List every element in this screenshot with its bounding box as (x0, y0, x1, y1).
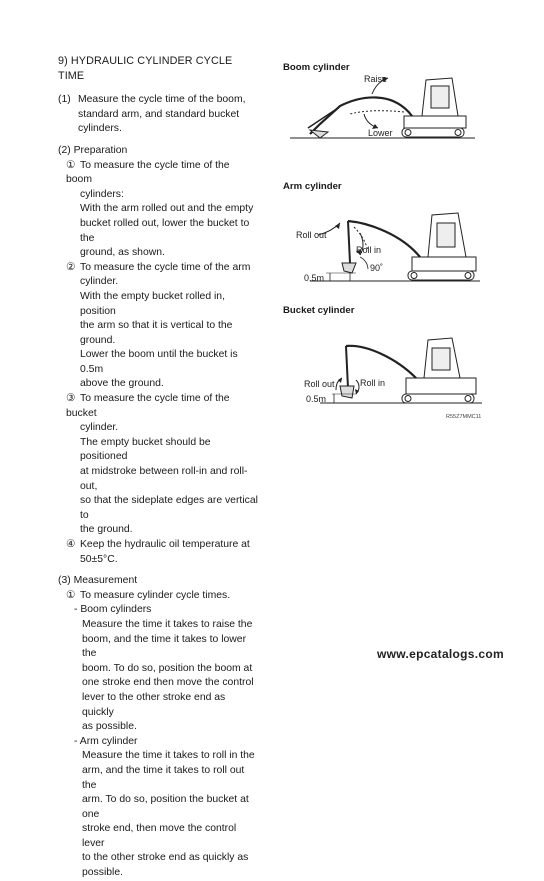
text-line: one stroke end then move the control (82, 677, 254, 689)
bucket-figure-title: Bucket cylinder (283, 305, 355, 316)
item-number: ① (66, 159, 76, 171)
step-1 (58, 93, 258, 137)
text-line: Measure the cycle time of the boom, (78, 94, 246, 106)
measurement-heading: (3) Measurement (58, 575, 138, 587)
text-line: as possible. (82, 721, 137, 733)
text-line: cylinders: (80, 188, 124, 200)
item-number: ① (66, 589, 76, 601)
angle-label: 90˚ (370, 263, 384, 273)
angle-arc (360, 257, 368, 269)
lower-label: Lower (368, 128, 393, 138)
text-line: Measure the time it takes to roll in the (82, 750, 255, 762)
text-column (58, 54, 258, 881)
text-line: stroke end, then move the control lever (82, 823, 237, 849)
item-number: ② (66, 261, 76, 273)
text-line: possible. (82, 867, 124, 879)
text-line: With the arm rolled out and the empty (80, 203, 254, 215)
text-line: to the other stroke end as quickly as (82, 852, 249, 864)
text-line: To measure the cycle time of the bucket (66, 393, 230, 419)
text-line: lever to the other stroke end as quickly (82, 691, 226, 718)
text-line: the ground. (80, 524, 133, 536)
boom-cylinder-figure (280, 70, 480, 150)
preparation-heading: (2) Preparation (58, 144, 128, 156)
text-line: arm. To do so, position the bucket at one (82, 794, 249, 820)
prep-item-2 (58, 261, 258, 392)
figure-code: R55Z7MMC11 (446, 414, 482, 420)
roll-in-label: Roll in (356, 245, 382, 255)
prep-item-4 (58, 538, 258, 567)
height-label: 0.5m (304, 273, 325, 283)
item-number: ③ (66, 393, 76, 405)
text-line: the arm so that it is vertical to the ground. (80, 320, 233, 346)
text-line: Lower the boom until the bucket is 0.5m (80, 349, 238, 375)
text-line: Measure the time it takes to raise the (82, 618, 253, 630)
section-title: 9) HYDRAULIC CYLINDER CYCLE TIME (58, 55, 233, 82)
prep-item-3 (58, 392, 258, 538)
text-line: To measure cylinder cycle times. (80, 589, 231, 601)
text-line: standard arm, and standard bucket (78, 108, 240, 120)
text-line: With the empty bucket rolled in, position (80, 290, 225, 317)
prep-item-1 (58, 159, 258, 261)
text-line: 50±5°C. (80, 553, 118, 565)
text-line: at midstroke between roll-in and roll-out, (80, 466, 248, 492)
step-number: (1) (58, 94, 71, 106)
boom-figure-title: Boom cylinder (283, 62, 350, 73)
arm-cylinder-figure (290, 205, 490, 295)
text-line: so that the sideplate edges are vertical to (80, 495, 258, 521)
text-line: cylinder. (80, 276, 119, 288)
text-line: cylinders. (78, 123, 122, 135)
text-line: arm, and the time it takes to roll out the (82, 764, 245, 791)
text-line: above the ground. (80, 378, 164, 390)
text-line: cylinder. (80, 422, 119, 434)
text-line: ground, as shown. (80, 247, 165, 259)
roll-out-label: Roll out (296, 230, 327, 240)
item-number: ④ (66, 539, 76, 550)
text-line: bucket rolled out, lower the bucket to the (80, 217, 250, 244)
measurement-body (58, 589, 258, 881)
excavator-icon (340, 338, 476, 403)
height-label: 0.5m (306, 394, 327, 404)
arm-subheading: - Arm cylinder (74, 735, 138, 747)
boom-subheading: - Boom cylinders (74, 604, 152, 616)
text-line: To measure the cycle time of the arm (80, 261, 251, 273)
text-line: To measure the cycle time of the boom (66, 159, 230, 186)
roll-out-label: Roll out (304, 379, 335, 389)
text-line: The empty bucket should be positioned (80, 436, 211, 463)
arm-figure-title: Arm cylinder (283, 181, 342, 192)
footer-watermark: www.epcatalogs.com (377, 647, 504, 661)
text-line: boom. To do so, position the boom at (82, 662, 253, 674)
text-line: boom, and the time it takes to lower the (82, 633, 247, 660)
text-line: Keep the hydraulic oil temperature at (80, 539, 250, 550)
raise-label: Raise (364, 74, 388, 84)
roll-in-label: Roll in (360, 378, 386, 388)
bucket-cylinder-figure (296, 328, 496, 423)
